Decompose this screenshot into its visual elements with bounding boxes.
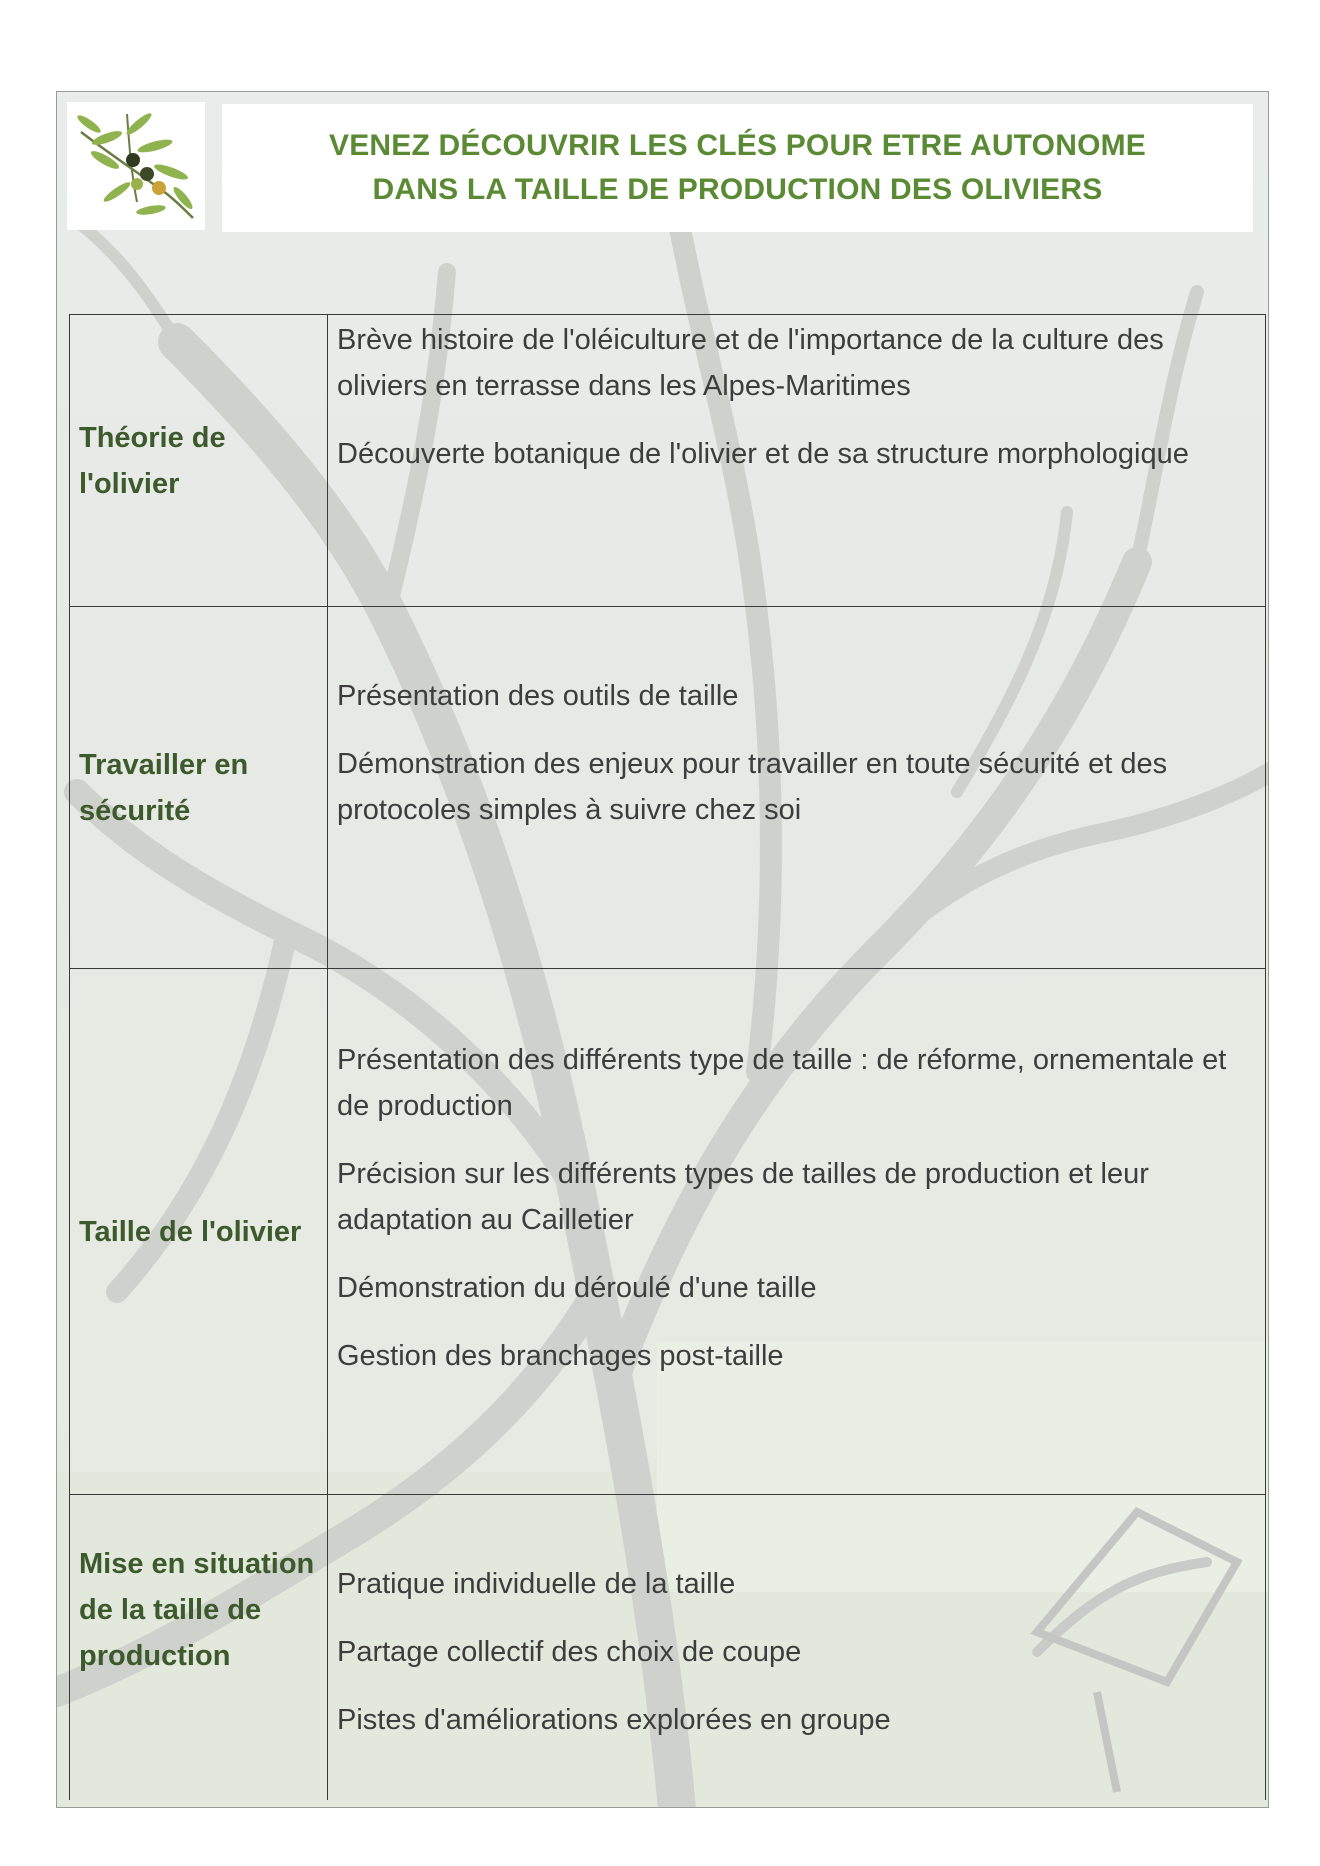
list-item: Précision sur les différents types de tailles de production et leur adaptation au Cailletier	[337, 1158, 1149, 1236]
program-table	[69, 314, 1266, 1800]
detail-cell	[328, 315, 1266, 607]
page-title-line-1: VENEZ DÉCOUVRIR LES CLÉS POUR ETRE AUTONOME	[328, 129, 1147, 162]
logo	[67, 102, 205, 230]
list-item: Démonstration des enjeux pour travailler en toute sécurité et des protocoles simples à suivre chez soi	[337, 748, 1168, 826]
topic-label: Travailler en sécurité	[79, 748, 249, 827]
table-row	[70, 1495, 1266, 1800]
list-item: Pistes d'améliorations explorées en groupe	[337, 1704, 891, 1736]
table-row	[70, 969, 1266, 1495]
detail-cell	[328, 1495, 1266, 1800]
detail-cell	[328, 969, 1266, 1495]
list-item: Présentation des différents type de taille : de réforme, ornementale et de production	[337, 1044, 1227, 1122]
list-item: Brève histoire de l'oléiculture et de l'importance de la culture des oliviers en terrasse dans les Alpes-Maritimes	[337, 324, 1164, 402]
list-item: Découverte botanique de l'olivier et de sa structure morphologique	[337, 438, 1189, 470]
title-banner	[222, 104, 1253, 232]
topic-label: Théorie de l'olivier	[79, 421, 226, 500]
topic-cell	[70, 315, 328, 607]
topic-cell	[70, 969, 328, 1495]
list-item: Gestion des branchages post-taille	[337, 1340, 784, 1372]
detail-cell	[328, 607, 1266, 969]
olive-branch-icon	[67, 102, 205, 230]
poster-frame	[56, 91, 1269, 1808]
list-item: Partage collectif des choix de coupe	[337, 1636, 802, 1668]
table-row	[70, 607, 1266, 969]
list-item: Pratique individuelle de la taille	[337, 1568, 736, 1600]
list-item: Présentation des outils de taille	[337, 680, 739, 712]
topic-cell	[70, 1495, 328, 1800]
topic-cell	[70, 607, 328, 969]
topic-label: Taille de l'olivier	[79, 1215, 302, 1248]
topic-label: Mise en situation de la taille de production	[79, 1548, 315, 1672]
list-item: Démonstration du déroulé d'une taille	[337, 1272, 817, 1304]
table-row	[70, 315, 1266, 607]
page-title-line-2: DANS LA TAILLE DE PRODUCTION DES OLIVIERS	[372, 173, 1103, 206]
